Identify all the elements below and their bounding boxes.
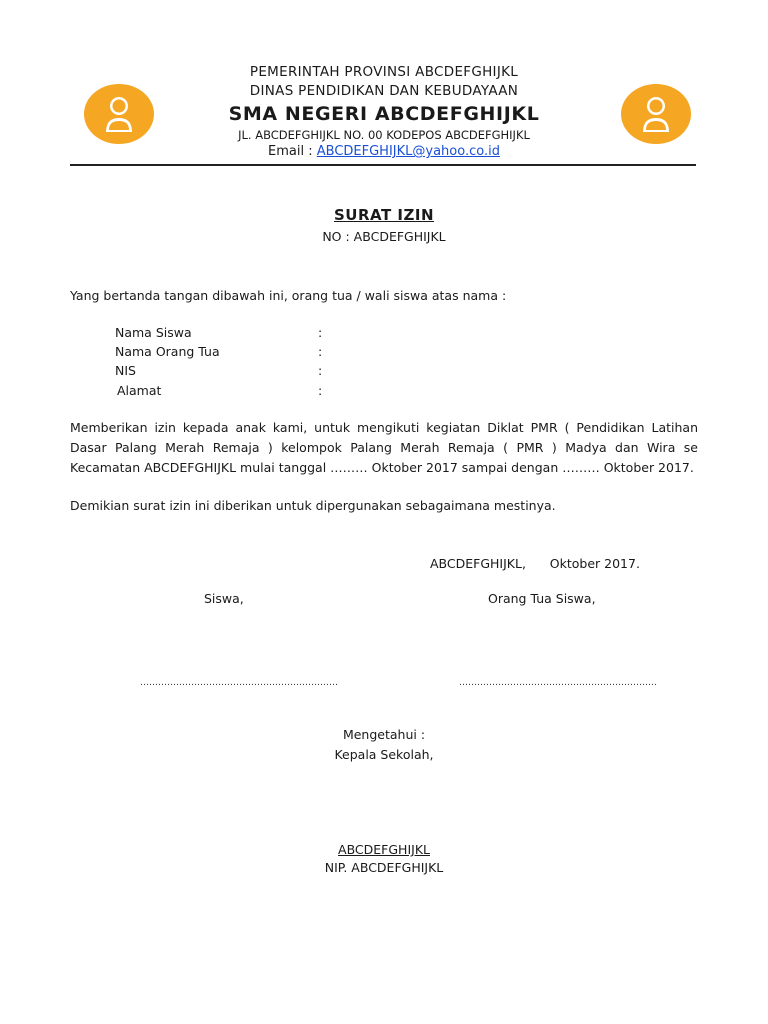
field-label-address: Alamat <box>117 383 162 398</box>
header-department: DINAS PENDIDIKAN DAN KEBUDAYAAN <box>249 83 519 99</box>
parent-signature-label: Orang Tua Siswa, <box>488 591 596 606</box>
field-separator: : <box>318 383 323 398</box>
student-signature-label: Siswa, <box>204 591 244 606</box>
principal-title: Kepala Sekolah, <box>334 747 434 762</box>
field-separator: : <box>318 363 323 378</box>
principal-nip: NIP. ABCDEFGHIJKL <box>324 860 444 875</box>
principal-name: ABCDEFGHIJKL <box>338 842 430 857</box>
letter-closing: Demikian surat izin ini diberikan untuk dipergunakan sebagaimana mestinya. <box>70 498 556 513</box>
logo-right <box>621 84 691 144</box>
place-date: ABCDEFGHIJKL, Oktober 2017. <box>430 556 640 571</box>
field-label-parent-name: Nama Orang Tua <box>115 344 220 359</box>
header-email-line <box>268 144 500 159</box>
user-icon <box>84 84 154 144</box>
field-label-student-name: Nama Siswa <box>115 325 192 340</box>
header-address: JL. ABCDEFGHIJKL NO. 00 KODEPOS ABCDEFGHIJKL <box>238 128 530 142</box>
field-separator: : <box>318 344 323 359</box>
email-label: Email : <box>268 144 313 159</box>
student-signature-line: ………………………………………………………… <box>140 678 338 688</box>
logo-left <box>84 84 154 144</box>
user-icon <box>621 84 691 144</box>
parent-signature-line: ………………………………………………………… <box>459 678 657 688</box>
header-government: PEMERINTAH PROVINSI ABCDEFGHIJKL <box>249 64 519 80</box>
letter-number: NO : ABCDEFGHIJKL <box>322 229 446 244</box>
letter-title: SURAT IZIN <box>333 206 435 224</box>
header-divider <box>70 164 696 166</box>
letter-intro: Yang bertanda tangan dibawah ini, orang tua / wali siswa atas nama : <box>70 288 507 303</box>
header-school-name: SMA NEGERI ABCDEFGHIJKL <box>228 103 540 125</box>
acknowledge-label: Mengetahui : <box>342 727 426 742</box>
letter-body: Memberikan izin kepada anak kami, untuk mengikuti kegiatan Diklat PMR ( Pendidikan Latihan Dasar Palang Merah Remaja ) kelompok Palang Merah Remaja ( PMR ) Madya dan Wira se Kecamatan ABCDEFGHIJKL mulai tanggal ……… Oktober 2017 sampai dengan ……… Oktober 2017. <box>70 420 698 475</box>
field-separator: : <box>318 325 323 340</box>
field-label-nis: NIS <box>115 363 136 378</box>
email-link[interactable]: ABCDEFGHIJKL@yahoo.co.id <box>316 144 500 159</box>
